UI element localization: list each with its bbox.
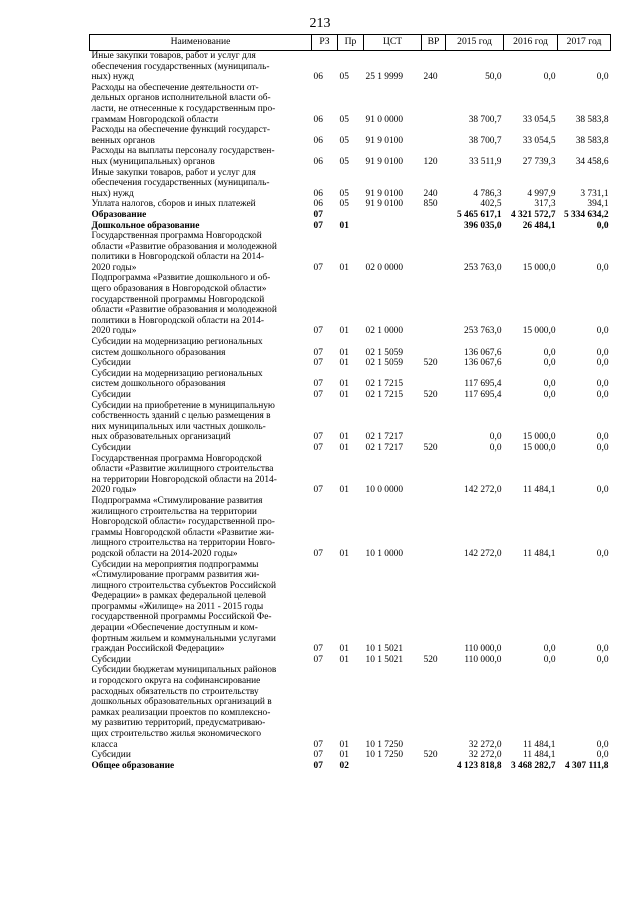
page-number: 213 — [309, 16, 331, 31]
table-row — [90, 369, 611, 390]
cell-vr — [422, 401, 446, 443]
cell-pr: 01 — [339, 220, 349, 231]
cell-2016: 26 484,1 — [522, 220, 556, 231]
cell-cst: 10 1 7250 — [365, 750, 403, 761]
cell-2017: 4 307 111,8 — [565, 760, 609, 771]
cell-vr: 520 — [423, 654, 438, 665]
cell-pr: 05 — [339, 199, 349, 210]
cell-name: Субсидии — [91, 390, 131, 400]
cell-2015: 136 067,6 — [464, 347, 502, 358]
cell-cst — [364, 221, 422, 232]
cell-pr: 01 — [339, 739, 349, 750]
cell-cst: 02 1 7215 — [365, 390, 403, 400]
cell-2016: 15 000,0 — [522, 432, 556, 443]
cell-cst: 91 9 0100 — [365, 199, 403, 210]
cell-vr: 520 — [423, 442, 438, 453]
cell-2017: 0,0 — [596, 347, 609, 358]
cell-name: Расходы на обеспечение деятельности от- дельных органов исполнительной власти об- ласти, не отнесенные к государственным про- граммам Новгородской области — [91, 82, 276, 125]
table-row — [90, 51, 611, 83]
cell-rz: 07 — [313, 548, 323, 559]
cell-cst: 02 1 7217 — [365, 432, 403, 443]
cell-2017: 38 583,8 — [575, 114, 609, 125]
cell-pr: 01 — [339, 750, 349, 761]
cell-2015: 117 695,4 — [464, 390, 502, 400]
cell-2015: 32 272,0 — [468, 739, 502, 750]
table-header-row — [90, 35, 611, 51]
cell-vr — [422, 665, 446, 750]
cell-rz: 06 — [313, 188, 323, 199]
cell-cst: 25 1 9999 — [365, 72, 403, 83]
cell-cst: 91 9 0100 — [365, 156, 403, 167]
cell-2017: 0,0 — [596, 379, 609, 390]
cell-rz: 07 — [313, 750, 323, 761]
cell-rz: 07 — [313, 739, 323, 750]
header-cst: ЦСТ — [364, 35, 422, 51]
cell-pr: 02 — [339, 760, 349, 771]
cell-vr — [422, 761, 446, 772]
cell-rz: 07 — [313, 358, 323, 369]
table-row — [90, 358, 611, 369]
header-pr: Пр — [338, 35, 364, 51]
cell-2015: 4 123 818,8 — [456, 760, 502, 771]
cell-2015: 402,5 — [480, 199, 502, 210]
table-row — [90, 168, 611, 200]
cell-pr: 01 — [339, 347, 349, 358]
table-row — [90, 199, 611, 210]
table-row — [90, 454, 611, 496]
cell-pr: 01 — [339, 379, 349, 390]
cell-name: Субсидии — [91, 654, 131, 665]
cell-2015: 396 035,0 — [464, 220, 502, 231]
cell-2015: 38 700,7 — [468, 114, 502, 125]
cell-2016: 33 054,5 — [522, 114, 556, 125]
cell-cst: 10 1 5021 — [365, 654, 403, 665]
cell-cst: 02 1 5059 — [365, 358, 403, 369]
cell-2016: 317,3 — [534, 199, 556, 210]
cell-cst: 91 0 0000 — [365, 114, 403, 125]
cell-2016: 11 484,1 — [523, 485, 556, 496]
cell-2017: 0,0 — [596, 654, 609, 665]
table-row — [90, 496, 611, 560]
cell-name: Субсидии — [91, 442, 131, 453]
cell-pr: 01 — [339, 358, 349, 369]
cell-name: Дошкольное образование — [91, 220, 200, 231]
cell-vr — [422, 337, 446, 358]
cell-rz: 07 — [313, 262, 323, 273]
cell-rz: 07 — [313, 654, 323, 665]
cell-vr: 520 — [423, 358, 438, 369]
cell-2016: 15 000,0 — [522, 262, 556, 273]
cell-2016: 11 484,1 — [523, 750, 556, 761]
cell-rz: 07 — [313, 379, 323, 390]
cell-rz: 07 — [313, 760, 323, 771]
cell-pr: 01 — [339, 442, 349, 453]
cell-rz: 07 — [313, 390, 323, 400]
cell-pr: 05 — [339, 72, 349, 83]
cell-2017: 0,0 — [596, 548, 609, 559]
cell-name: Подпрограмма «Развитие дошкольного и об- щего образования в Новгородской области» государственной программы Новгородской области «Развитие образования и молодежной политики в Новгородской области на 2014- 2020 годы» — [91, 273, 277, 337]
cell-pr: 01 — [339, 485, 349, 496]
cell-vr: 240 — [423, 188, 438, 199]
cell-2017: 38 583,8 — [575, 135, 609, 146]
table-row — [90, 273, 611, 337]
cell-pr: 01 — [339, 432, 349, 443]
cell-vr: 850 — [423, 199, 438, 210]
cell-pr: 01 — [339, 390, 349, 400]
cell-2017: 0,0 — [596, 220, 609, 231]
table-row — [90, 146, 611, 167]
cell-2016: 27 739,3 — [522, 156, 556, 167]
cell-2016: 0,0 — [543, 358, 556, 369]
cell-name: Субсидии бюджетам муниципальных районов и городского округа на софинансирование расходных обязательств по строительству дошкольных образовательных организаций в рамках реализации проектов по комплексно- му развитию территорий, предусматриваю- щих строительство жилья экономического класса — [91, 665, 277, 750]
cell-name: Расходы на обеспечение функций государст- венных органов — [91, 125, 271, 146]
cell-pr: 01 — [339, 326, 349, 337]
cell-vr — [422, 221, 446, 232]
cell-2016: 4 321 572,7 — [510, 209, 556, 220]
header-name: Наименование — [90, 35, 312, 51]
cell-2016: 0,0 — [543, 379, 556, 390]
cell-2015: 142 272,0 — [464, 485, 502, 496]
cell-2017: 0,0 — [596, 442, 609, 453]
cell-2015: 0,0 — [489, 432, 502, 443]
cell-vr — [422, 273, 446, 337]
cell-cst — [364, 761, 422, 772]
cell-2017: 0,0 — [596, 358, 609, 369]
header-2016: 2016 год — [504, 35, 558, 51]
cell-2017: 0,0 — [596, 750, 609, 761]
cell-rz: 07 — [313, 485, 323, 496]
cell-rz: 07 — [313, 442, 323, 453]
cell-pr: 01 — [339, 654, 349, 665]
cell-2017: 0,0 — [596, 390, 609, 400]
cell-cst — [364, 210, 422, 221]
cell-2016: 0,0 — [543, 654, 556, 665]
cell-rz: 07 — [313, 209, 323, 220]
table-row — [90, 750, 611, 761]
table-row — [90, 231, 611, 273]
cell-vr — [422, 496, 446, 560]
cell-2017: 394,1 — [587, 199, 609, 210]
cell-2017: 0,0 — [596, 72, 609, 83]
cell-vr: 120 — [423, 156, 438, 167]
cell-2015: 33 511,9 — [469, 156, 502, 167]
cell-name: Субсидии на приобретение в муниципальную собственность зданий с целью размещения в них муниципальных или частных дошколь- ных образовательных организаций — [91, 400, 275, 443]
cell-cst: 10 0 0000 — [365, 485, 403, 496]
cell-2015: 110 000,0 — [464, 644, 502, 655]
cell-2016: 11 484,1 — [523, 739, 556, 750]
cell-name: Общее образование — [91, 760, 175, 771]
table-row — [90, 401, 611, 443]
cell-vr: 240 — [423, 72, 438, 83]
cell-2017: 5 334 634,2 — [563, 209, 609, 220]
table-row — [90, 210, 611, 221]
cell-cst: 02 1 7217 — [365, 442, 403, 453]
cell-2015: 38 700,7 — [468, 135, 502, 146]
cell-rz: 06 — [313, 72, 323, 83]
cell-2017: 0,0 — [596, 326, 609, 337]
cell-2015: 32 272,0 — [468, 750, 502, 761]
cell-rz: 07 — [313, 347, 323, 358]
cell-2016: 15 000,0 — [522, 326, 556, 337]
table-row — [90, 655, 611, 666]
cell-name: Иные закупки товаров, работ и услуг для обеспечения государственных (муниципаль- ных) нужд — [91, 167, 270, 199]
table-row — [90, 125, 611, 146]
cell-pr: 05 — [339, 188, 349, 199]
cell-2015: 142 272,0 — [464, 548, 502, 559]
header-vr: ВР — [422, 35, 446, 51]
cell-vr — [422, 454, 446, 496]
cell-name: Субсидии на модернизацию региональных систем дошкольного образования — [91, 368, 263, 390]
cell-vr — [422, 231, 446, 273]
cell-2016: 15 000,0 — [522, 442, 556, 453]
table-row — [90, 560, 611, 655]
cell-2017: 0,0 — [596, 262, 609, 273]
cell-2017: 0,0 — [596, 485, 609, 496]
table-row — [90, 665, 611, 750]
cell-2015: 253 763,0 — [464, 262, 502, 273]
cell-name: Государственная программа Новгородской области «Развитие образования и молодежной политики в Новгородской области на 2014- 2020 годы» — [91, 231, 277, 273]
cell-name: Субсидии на модернизацию региональных систем дошкольного образования — [91, 337, 263, 358]
table-row — [90, 761, 611, 772]
cell-2015: 136 067,6 — [464, 358, 502, 369]
cell-rz: 06 — [313, 156, 323, 167]
cell-name: Расходы на выплаты персоналу государствен- ных (муниципальных) органов — [91, 146, 275, 167]
cell-pr: 05 — [339, 156, 349, 167]
header-rz: РЗ — [312, 35, 338, 51]
cell-2017: 0,0 — [596, 432, 609, 443]
cell-name: Государственная программа Новгородской области «Развитие жилищного строительства на территории Новгородской области на 2014- 2020 годы» — [91, 453, 277, 496]
cell-pr: 05 — [339, 114, 349, 125]
cell-2015: 117 695,4 — [464, 379, 502, 390]
cell-rz: 07 — [313, 432, 323, 443]
cell-vr — [422, 210, 446, 221]
cell-2015: 5 465 617,1 — [456, 209, 502, 220]
cell-name: Иные закупки товаров, работ и услуг для обеспечения государственных (муниципаль- ных) нужд — [91, 51, 270, 83]
cell-rz: 07 — [313, 326, 323, 337]
cell-2016: 4 997,9 — [527, 188, 556, 199]
cell-pr: 01 — [339, 644, 349, 655]
cell-2015: 110 000,0 — [464, 654, 502, 665]
cell-rz: 07 — [313, 220, 323, 231]
cell-2017: 3 731,1 — [580, 188, 609, 199]
cell-cst: 02 0 0000 — [365, 262, 403, 273]
cell-pr: 01 — [339, 548, 349, 559]
table-row — [90, 337, 611, 358]
cell-name: Субсидии на мероприятия подпрограммы «Стимулирование программ развития жи- лищного строительства субъектов Российской Федерации» в рамках федеральной целевой программы «Жилище» на 2011 - 2015 годы государственной программы Российской Фе- дерации «Обеспечение доступным и ком- фортным жильем и коммунальными услугами граждан Российской Федерации» — [91, 559, 277, 655]
cell-pr — [338, 210, 364, 221]
cell-pr: 05 — [339, 135, 349, 146]
cell-cst: 10 1 5021 — [365, 644, 403, 655]
cell-2016: 0,0 — [543, 347, 556, 358]
cell-name: Субсидии — [91, 358, 131, 369]
cell-vr — [422, 369, 446, 390]
table-row — [90, 443, 611, 454]
cell-2017: 0,0 — [596, 739, 609, 750]
cell-2015: 50,0 — [485, 72, 502, 83]
cell-cst: 10 1 7250 — [365, 739, 403, 750]
cell-name: Субсидии — [91, 750, 131, 761]
cell-2016: 0,0 — [543, 72, 556, 83]
cell-cst: 02 1 7215 — [365, 379, 403, 390]
cell-2017: 0,0 — [596, 644, 609, 655]
cell-2016: 11 484,1 — [523, 548, 556, 559]
cell-2016: 33 054,5 — [522, 135, 556, 146]
cell-2015: 4 786,3 — [473, 188, 502, 199]
cell-cst: 02 1 0000 — [365, 326, 403, 337]
cell-cst: 91 9 0100 — [365, 188, 403, 199]
cell-pr: 01 — [339, 262, 349, 273]
cell-cst: 10 1 0000 — [365, 548, 403, 559]
table-row — [90, 390, 611, 401]
cell-cst: 91 9 0100 — [365, 135, 403, 146]
table-row — [90, 221, 611, 232]
cell-name: Образование — [91, 209, 147, 220]
cell-rz: 06 — [313, 114, 323, 125]
cell-2016: 0,0 — [543, 390, 556, 400]
budget-table — [89, 34, 611, 771]
cell-rz: 06 — [313, 135, 323, 146]
cell-2016: 0,0 — [543, 644, 556, 655]
table-row — [90, 83, 611, 125]
cell-cst: 02 1 5059 — [365, 347, 403, 358]
cell-name: Подпрограмма «Стимулирование развития жилищного строительства на территории Новгородской области» государственной про- граммы Новгородской области «Развитие жи- лищного строительства на территории Новго- родской области на 2014-2020 годы» — [91, 495, 276, 559]
cell-vr: 520 — [423, 750, 438, 761]
cell-vr — [422, 83, 446, 125]
cell-name: Уплата налогов, сборов и иных платежей — [91, 199, 256, 210]
cell-2017: 34 458,6 — [575, 156, 609, 167]
cell-vr — [422, 560, 446, 655]
cell-2016: 3 468 282,7 — [510, 760, 556, 771]
cell-vr: 520 — [423, 390, 438, 400]
header-2017: 2017 год — [558, 35, 611, 51]
cell-2015: 0,0 — [489, 442, 502, 453]
cell-vr — [422, 125, 446, 146]
cell-rz: 06 — [313, 199, 323, 210]
cell-rz: 07 — [313, 644, 323, 655]
cell-2015: 253 763,0 — [464, 326, 502, 337]
header-2015: 2015 год — [446, 35, 504, 51]
